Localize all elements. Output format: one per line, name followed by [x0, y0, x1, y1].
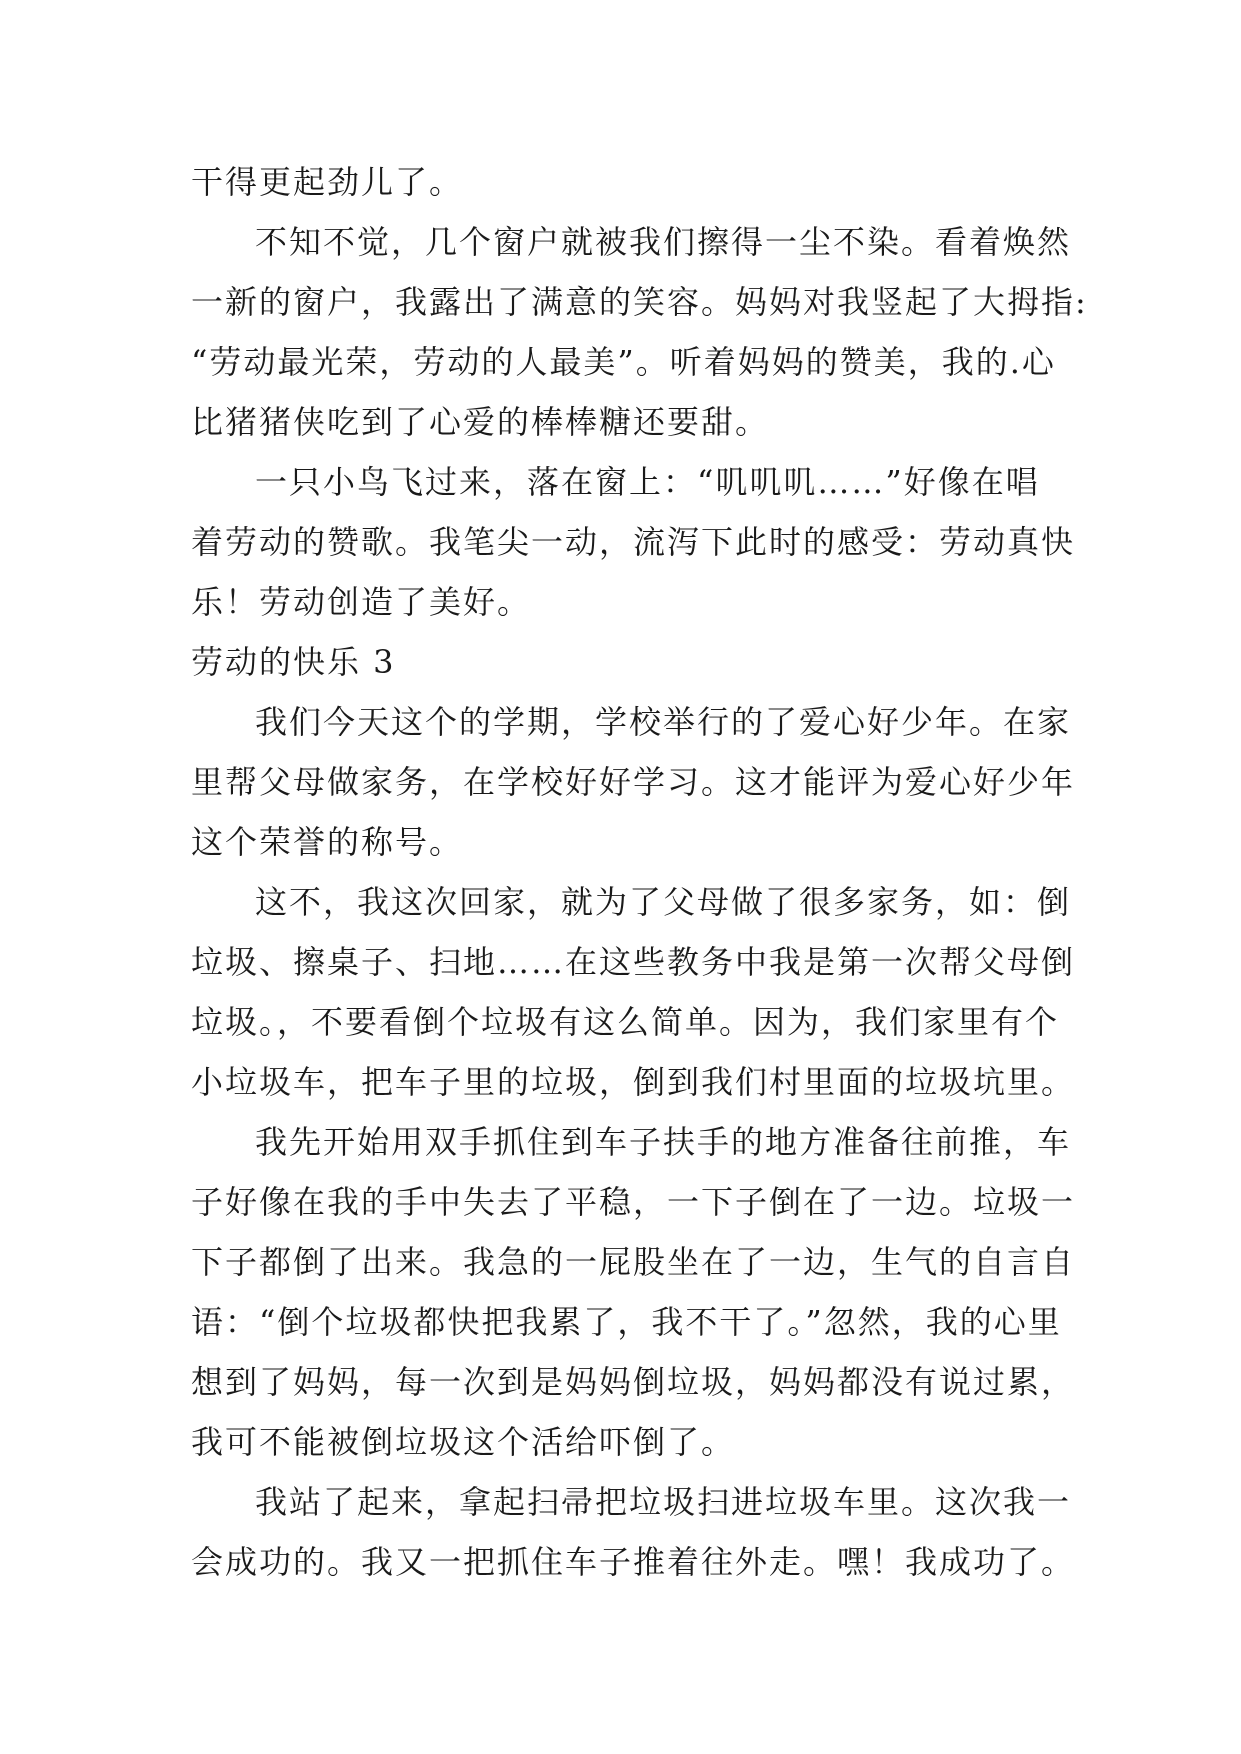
- text-line: 小垃圾车，把车子里的垃圾，倒到我们村里面的垃圾坑里。: [191, 1063, 1076, 1101]
- paragraph-first-line: 我先开始用双手抓住到车子扶手的地方准备往前推，车: [255, 1123, 1072, 1161]
- text-line: 比猪猪侠吃到了心爱的棒棒糖还要甜。: [191, 403, 770, 441]
- section-heading: 劳动的快乐 3: [191, 643, 396, 681]
- text-line: 垃圾。，不要看倒个垃圾有这么简单。因为，我们家里有个: [191, 1003, 1060, 1041]
- text-line: 着劳动的赞歌。我笔尖一动，流泻下此时的感受：劳动真快: [191, 523, 1076, 561]
- text-line: “劳动最光荣，劳动的人最美”。听着妈妈的赞美，我的.心: [191, 343, 1056, 381]
- text-line: 里帮父母做家务，在学校好好学习。这才能评为爱心好少年: [191, 763, 1076, 801]
- text-line: 子好像在我的手中失去了平稳，一下子倒在了一边。垃圾一: [191, 1183, 1076, 1221]
- text-line: 乐！劳动创造了美好。: [191, 583, 532, 621]
- paragraph-first-line: 不知不觉，几个窗户就被我们擦得一尘不染。看着焕然: [255, 223, 1072, 261]
- paragraph-first-line: 我们今天这个的学期，学校举行的了爱心好少年。在家: [255, 703, 1072, 741]
- paragraph-first-line: 我站了起来，拿起扫帚把垃圾扫进垃圾车里。这次我一: [255, 1483, 1072, 1521]
- paragraph-first-line: 这不，我这次回家，就为了父母做了很多家务，如：倒: [255, 883, 1072, 921]
- text-line: 语：“倒个垃圾都快把我累了，我不干了。”忽然，我的心里: [191, 1303, 1062, 1341]
- text-line: 这个荣誉的称号。: [191, 823, 464, 861]
- text-line: 垃圾、擦桌子、扫地……在这些教务中我是第一次帮父母倒: [191, 943, 1076, 981]
- text-line: 想到了妈妈，每一次到是妈妈倒垃圾，妈妈都没有说过累，: [191, 1363, 1076, 1401]
- paragraph-first-line: 一只小鸟飞过来，落在窗上：“叽叽叽……”好像在唱: [255, 463, 1040, 501]
- text-line: 下子都倒了出来。我急的一屁股坐在了一边，生气的自言自: [191, 1243, 1076, 1281]
- text-line: 会成功的。我又一把抓住车子推着往外走。嘿！我成功了。: [191, 1543, 1076, 1581]
- text-line: 我可不能被倒垃圾这个活给吓倒了。: [191, 1423, 736, 1461]
- text-line: 一新的窗户，我露出了满意的笑容。妈妈对我竖起了大拇指:: [191, 283, 1088, 321]
- text-line: 干得更起劲儿了。: [191, 163, 464, 201]
